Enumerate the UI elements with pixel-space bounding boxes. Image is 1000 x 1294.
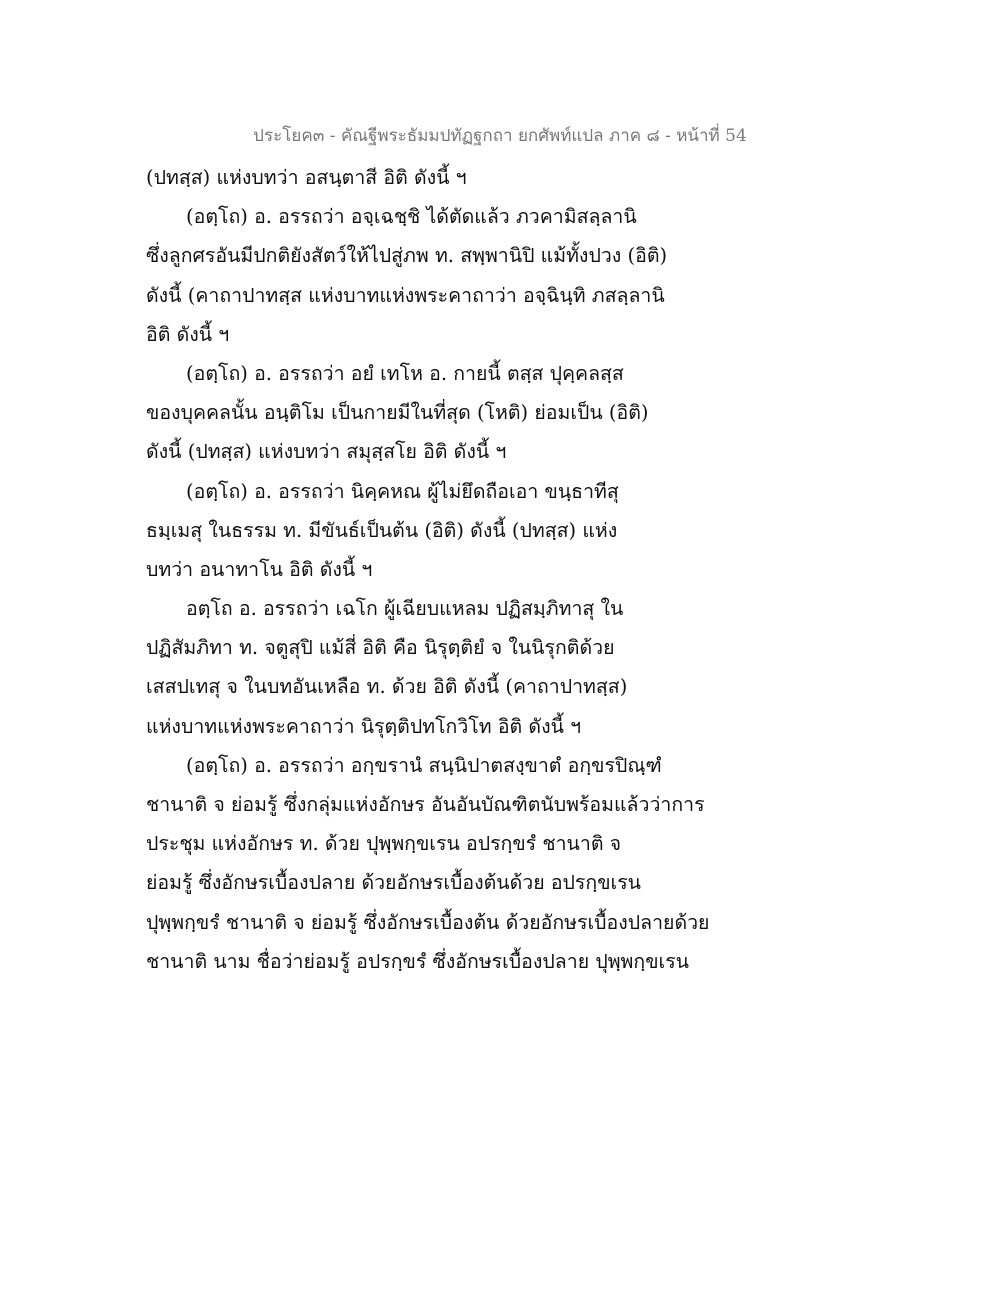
text-line: ดังนี้ (คาถาปาทสฺส แห่งบาทแห่งพระคาถาว่า อจฺฉินฺทิ ภสลฺลานิ xyxy=(146,283,665,307)
text-line: ของบุคคลนั้น อนฺติโม เป็นกายมีในที่สุด (โหติ) ย่อมเป็น (อิติ) xyxy=(146,401,649,425)
text-line: อตฺโถ อ. อรรถว่า เฉโก ผู้เฉียบแหลม ปฏิสมฺภิทาสุ ใน xyxy=(186,597,624,621)
body-text xyxy=(146,158,866,981)
text-line: (อตฺโถ) อ. อรรถว่า อจฺเฉชฺชิ ได้ตัดแล้ว ภวคามิสลฺลานิ xyxy=(186,205,637,229)
text-line: อิติ ดังนี้ ฯ xyxy=(146,322,230,346)
text-line: (ปทสฺส) แห่งบทว่า อสนฺตาสี อิติ ดังนี้ ฯ xyxy=(146,166,467,189)
text-line: ปุพฺพกฺขรํ ชานาติ จ ย่อมรู้ ซึ่งอักษรเบื้องต้น ด้วยอักษรเบื้องปลายด้วย xyxy=(146,910,710,934)
page-header: ประโยค๓ - คัณฐีพระธัมมปทัฏฐกถา ยกศัพท์แปล ภาค ๘ - หน้าที่ 54 xyxy=(253,126,747,146)
text-line: (อตฺโถ) อ. อรรถว่า อยํ เทโห อ. กายนี้ ตสฺส ปุคฺคลสฺส xyxy=(186,361,624,385)
text-line: ชานาติ นาม ชื่อว่าย่อมรู้ อปรกฺขรํ ซึ่งอักษรเบื้องปลาย ปุพฺพกฺขเรน xyxy=(146,949,690,973)
text-line: บทว่า อนาทาโน อิติ ดังนี้ ฯ xyxy=(146,557,373,581)
text-line: ดังนี้ (ปทสฺส) แห่งบทว่า สมุสฺสโย อิติ ดังนี้ ฯ xyxy=(146,440,507,464)
text-line: ซึ่งลูกศรอันมีปกติยังสัตว์ให้ไปสู่ภพ ท. สพฺพานิปิ แม้ทั้งปวง (อิติ) xyxy=(146,244,668,268)
text-line: ปฏิสัมภิทา ท. จตูสุปิ แม้สี่ อิติ คือ นิรุตฺติยํ จ ในนิรุกติด้วย xyxy=(146,636,615,660)
text-line: ธมฺเมสุ ในธรรม ท. มีขันธ์เป็นต้น (อิติ) ดังนี้ (ปทสฺส) แห่ง xyxy=(146,518,618,542)
text-line: เสสปเทสุ จ ในบทอันเหลือ ท. ด้วย อิติ ดังนี้ (คาถาปาทสฺส) xyxy=(146,675,628,699)
text-line: ย่อมรู้ ซึ่งอักษรเบื้องปลาย ด้วยอักษรเบื้องต้นด้วย อปรกฺขเรน xyxy=(146,871,642,895)
text-line: ประชุม แห่งอักษร ท. ด้วย ปุพฺพกฺขเรน อปรกฺขรํ ชานาติ จ xyxy=(146,832,622,856)
text-line: แห่งบาทแห่งพระคาถาว่า นิรุตฺติปทโกวิโท อิติ ดังนี้ ฯ xyxy=(146,714,582,738)
text-line: ชานาติ จ ย่อมรู้ ซึ่งกลุ่มแห่งอักษร อันอันบัณฑิตนับพร้อมแล้วว่าการ xyxy=(146,793,705,816)
text-line: (อตฺโถ) อ. อรรถว่า นิคฺคหณ ผู้ไม่ยึดถือเอา ขนฺธาทีสุ xyxy=(186,479,619,503)
text-line: (อตฺโถ) อ. อรรถว่า อกฺขรานํ สนฺนิปาตสงฺขาตํ อกฺขรปิณฺฑํ xyxy=(186,753,662,777)
